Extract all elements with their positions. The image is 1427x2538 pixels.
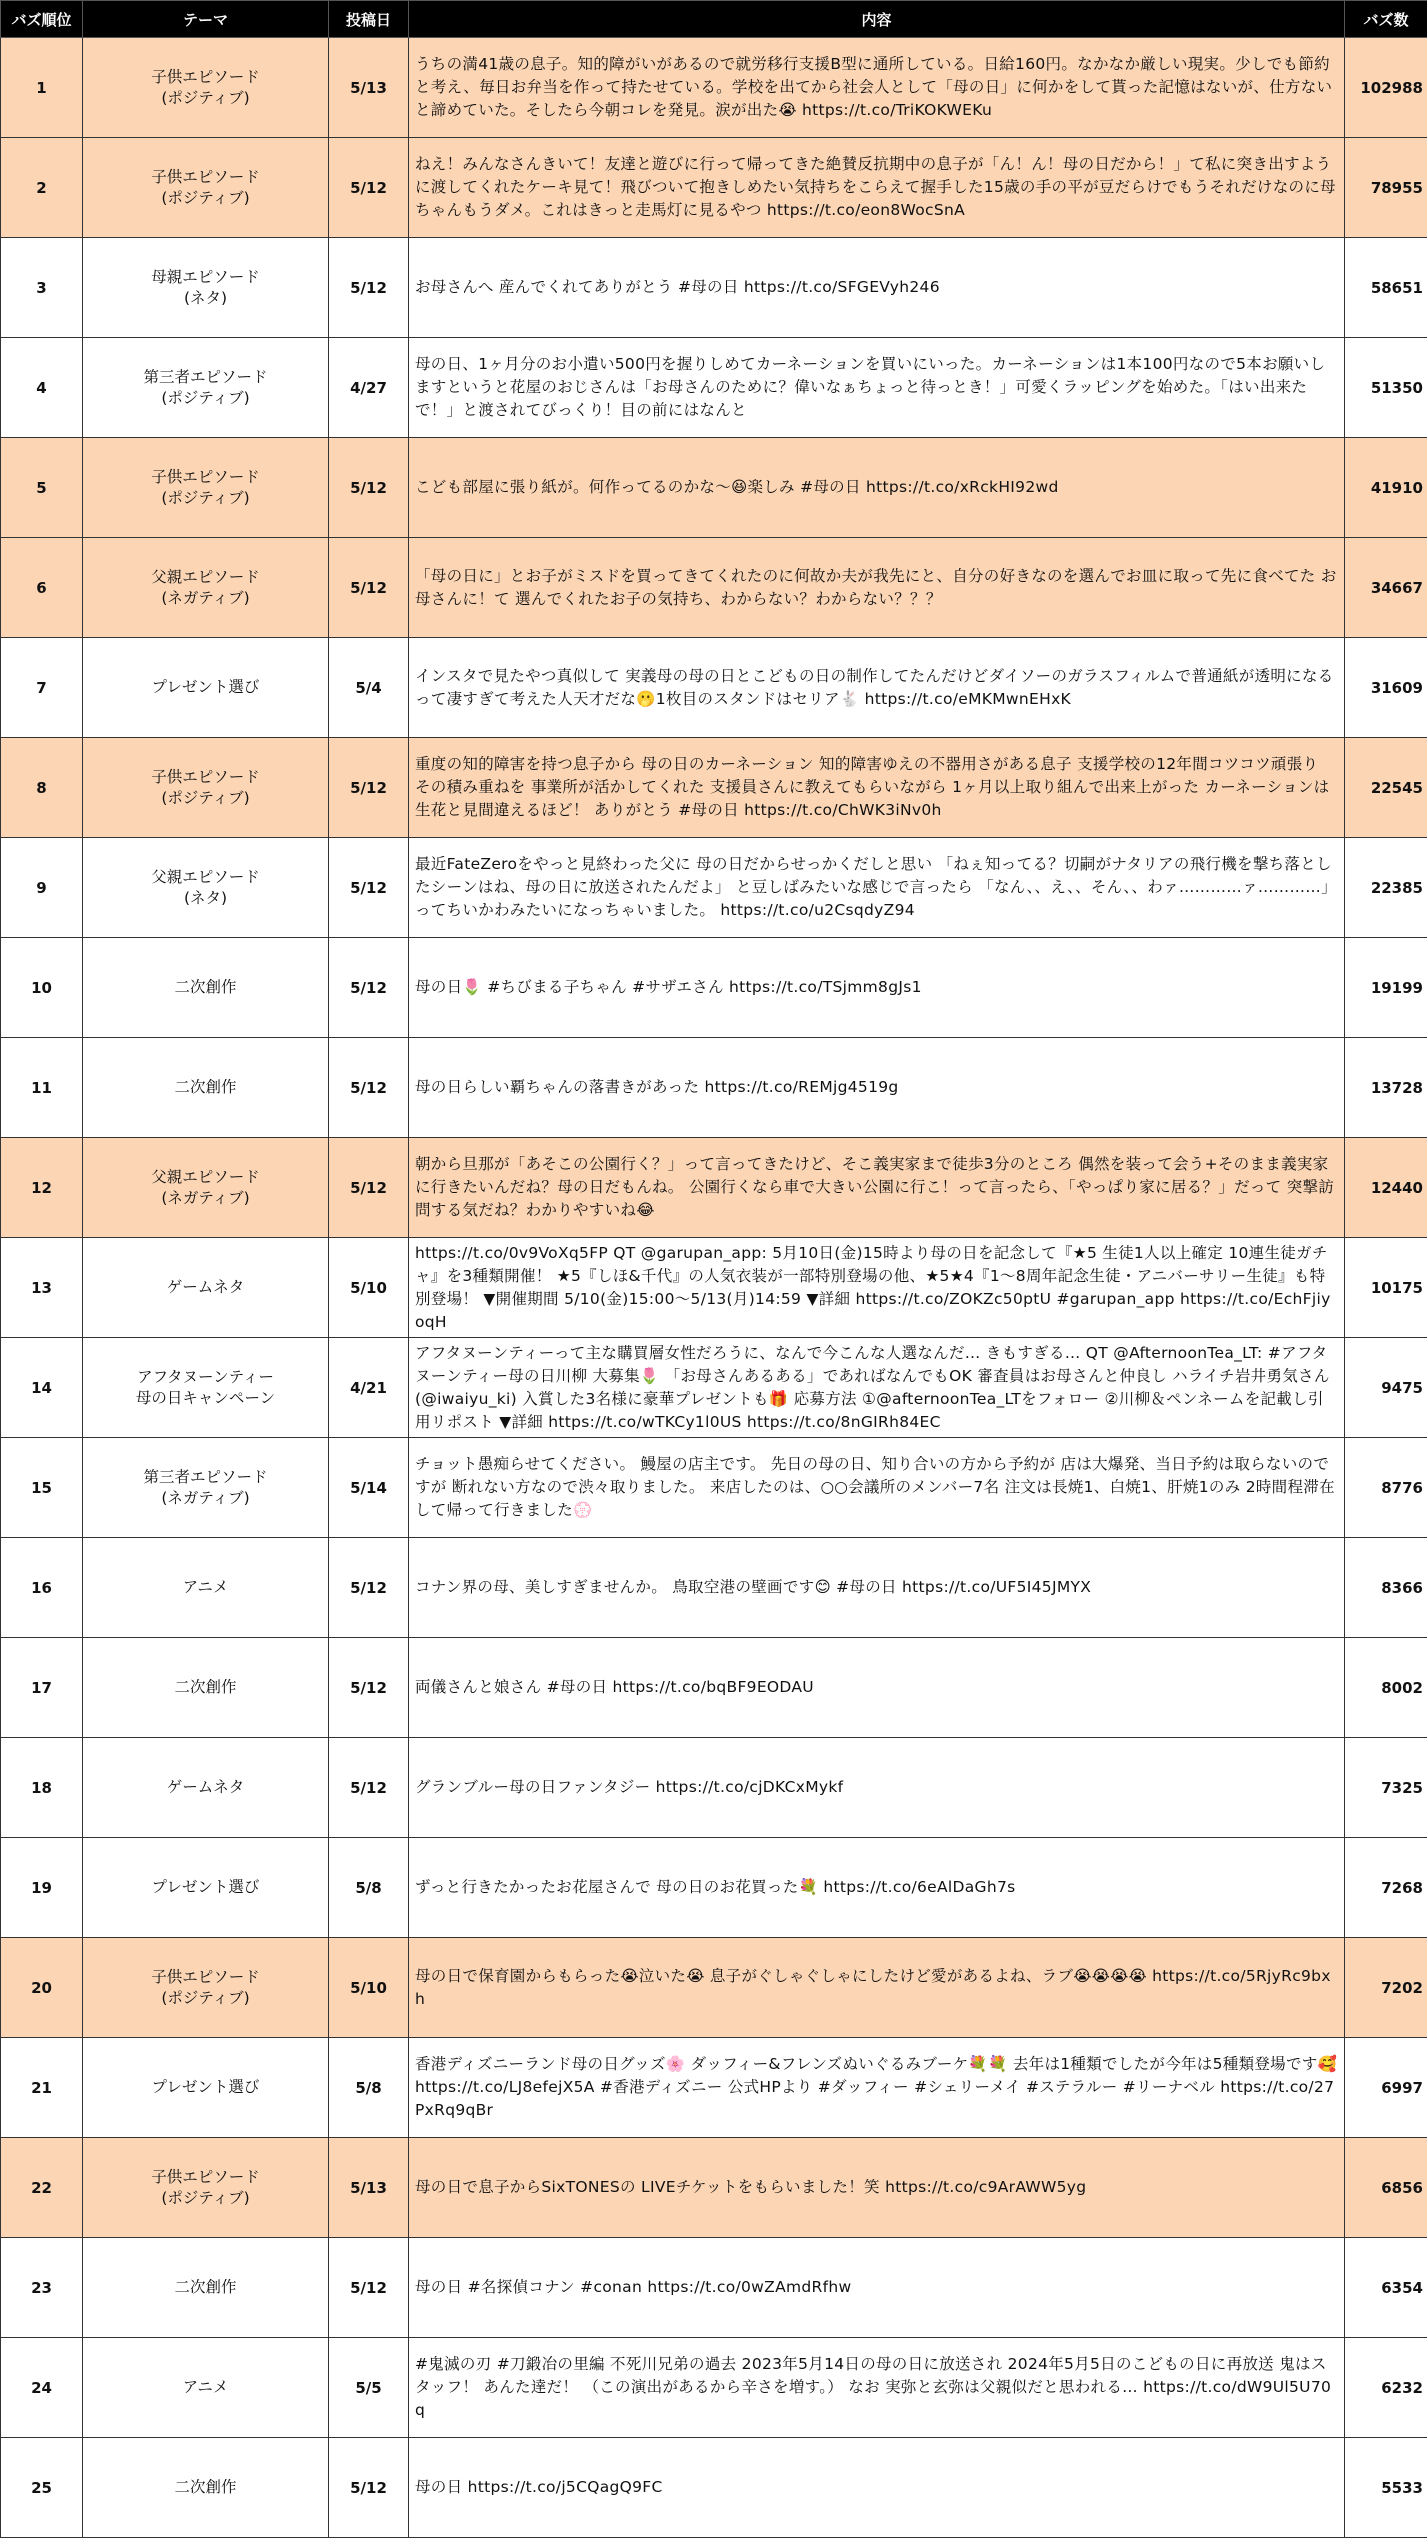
theme-cell: ゲームネタ [83,1738,329,1838]
table-row [1,2438,1427,2538]
buzz-count-cell: 10175 [1345,1238,1427,1338]
table-row [1,438,1427,538]
table-row [1,538,1427,638]
table-row [1,1738,1427,1838]
rank-cell: 22 [1,2138,83,2238]
buzz-count-cell: 22385 [1345,838,1427,938]
table-body [1,38,1427,2538]
table-row [1,2238,1427,2338]
table-row [1,1638,1427,1738]
content-cell: 香港ディズニーランド母の日グッズ🌸 ダッフィー&フレンズぬいぐるみブーケ💐💐 去年は1種類でしたが今年は5種類登場です🥰 https://t.co/LJ8efejX5A #香港ディズニー 公式HPより #ダッフィー #シェリーメイ #ステラルー #リーナベル https://t.co/27PxRq9qBr [409,2038,1345,2138]
theme-cell: 二次創作 [83,1038,329,1138]
content-cell: ねえ！みんなさんきいて！友達と遊びに行って帰ってきた絶賛反抗期中の息子が「ん！ん！母の日だから！」て私に突き出すように渡してくれたケーキ見て！飛びついて抱きしめたい気持ちをこらえて握手した15歳の手の平が豆だらけでもうそれだけなのに母ちゃんもうダメ。これはきっと走馬灯に見るやつ https://t.co/eon8WocSnA [409,138,1345,238]
buzz-count-cell: 7325 [1345,1738,1427,1838]
theme-cell: 第三者エピソード (ネガティブ) [83,1438,329,1538]
table-row [1,638,1427,738]
content-cell: 母の日で保育園からもらった😭泣いた😭 息子がぐしゃぐしゃにしたけど愛があるよね、ラブ😭😭😭😭 https://t.co/5RjyRc9bxh [409,1938,1345,2038]
post-date-cell: 5/12 [329,1138,409,1238]
buzz-count-cell: 6997 [1345,2038,1427,2138]
buzz-count-cell: 34667 [1345,538,1427,638]
post-date-cell: 5/14 [329,1438,409,1538]
buzz-count-cell: 8002 [1345,1638,1427,1738]
table-row [1,138,1427,238]
table-row [1,338,1427,438]
content-cell: #鬼滅の刃 #刀鍛冶の里編 不死川兄弟の過去 2023年5月14日の母の日に放送され 2024年5月5日のこどもの日に再放送 鬼はスタッフ！ あんた達だ！ （この演出があるから辛さを増す。） なお 実弥と玄弥は父親似だと思われる… https://t.co/dW9Ul5U70q [409,2338,1345,2438]
buzz-count-cell: 6232 [1345,2338,1427,2438]
rank-cell: 4 [1,338,83,438]
buzz-count-cell: 6856 [1345,2138,1427,2238]
content-cell: うちの満41歳の息子。知的障がいがあるので就労移行支援B型に通所している。日給160円。なかなか厳しい現実。少しでも節約と考え、毎日お弁当を作って持たせている。学校を出てから社会人として「母の日」に何かをして貰った記憶はないが、仕方ないと諦めていた。そしたら今朝コレを発見。涙が出た😭 https://t.co/TriKOKWEKu [409,38,1345,138]
theme-cell: 第三者エピソード (ポジティブ) [83,338,329,438]
rank-cell: 16 [1,1538,83,1638]
rank-cell: 10 [1,938,83,1038]
table-row [1,2138,1427,2238]
theme-cell: アフタヌーンティー 母の日キャンペーン [83,1338,329,1438]
table-row [1,238,1427,338]
buzz-count-cell: 7268 [1345,1838,1427,1938]
content-cell: コナン界の母、美しすぎませんか。 鳥取空港の壁画です😊 #母の日 https://t.co/UF5I45JMYX [409,1538,1345,1638]
table-row [1,1338,1427,1438]
buzz-count-cell: 102988 [1345,38,1427,138]
rank-cell: 25 [1,2438,83,2538]
post-date-cell: 5/8 [329,2038,409,2138]
content-cell: 最近FateZeroをやっと見終わった父に 母の日だからせっかくだしと思い 「ねぇ知ってる？切嗣がナタリアの飛行機を撃ち落としたシーンはね、母の日に放送されたんだよ」 と豆しばみたいな感じで言ったら 「なん、、え、、そん、、わァ…………ァ…………」ってちいかわみたいになっちゃいました。 https://t.co/u2CsqdyZ94 [409,838,1345,938]
post-date-cell: 5/5 [329,2338,409,2438]
post-date-cell: 5/10 [329,1238,409,1338]
content-cell: 母の日 https://t.co/j5CQagQ9FC [409,2438,1345,2538]
rank-cell: 20 [1,1938,83,2038]
rank-cell: 2 [1,138,83,238]
table-row [1,738,1427,838]
content-cell: ずっと行きたかったお花屋さんで 母の日のお花買った💐 https://t.co/6eAlDaGh7s [409,1838,1345,1938]
rank-cell: 24 [1,2338,83,2438]
header-date: 投稿日 [329,1,409,38]
header-row [1,1,1427,38]
buzz-count-cell: 41910 [1345,438,1427,538]
post-date-cell: 5/12 [329,838,409,938]
theme-cell: プレゼント選び [83,1838,329,1938]
content-cell: アフタヌーンティーって主な購買層女性だろうに、なんで今こんな人選なんだ… きもすぎる… QT @AfternoonTea_LT: #アフタヌーンティー母の日川柳 大募集🌷 「お母さんあるある」であればなんでもOK 審査員はお母さんと仲良し ハライチ岩井勇気さん(@iwaiyu_ki) 入賞した3名様に豪華プレゼントも🎁 応募方法 ①@afternoonTea_LTをフォロー ②川柳＆ペンネームを記載し引用リポスト ▼詳細 https://t.co/wTKCy1l0US https://t.co/8nGIRh84EC [409,1338,1345,1438]
buzz-count-cell: 13728 [1345,1038,1427,1138]
post-date-cell: 5/12 [329,1638,409,1738]
theme-cell: アニメ [83,2338,329,2438]
content-cell: インスタで見たやつ真似して 実義母の母の日とこどもの日の制作してたんだけどダイソーのガラスフィルムで普通紙が透明になるって凄すぎて考えた人天才だな🫢1枚目のスタンドはセリア🐇 https://t.co/eMKMwnEHxK [409,638,1345,738]
rank-cell: 8 [1,738,83,838]
content-cell: 重度の知的障害を持つ息子から 母の日のカーネーション 知的障害ゆえの不器用さがある息子 支援学校の12年間コツコツ頑張り その積み重ねを 事業所が活かしてくれた 支援員さんに教えてもらいながら 1ヶ月以上取り組んで出来上がった カーネーションは 生花と見間違えるほど！ ありがとう #母の日 https://t.co/ChWK3iNv0h [409,738,1345,838]
table-row [1,1238,1427,1338]
rank-cell: 6 [1,538,83,638]
rank-cell: 23 [1,2238,83,2338]
post-date-cell: 5/12 [329,438,409,538]
content-cell: https://t.co/0v9VoXq5FP QT @garupan_app: 5月10日(金)15時より母の日を記念して『★5 生徒1人以上確定 10連生徒ガチャ』を3種類開催！ ★5『しほ&千代』の人気衣装が一部特別登場の他、★5★4『1〜8周年記念生徒・アニバーサリー生徒』も特別登場！ ▼開催期間 5/10(金)15:00〜5/13(月)14:59 ▼詳細 https://t.co/ZOKZc50ptU #garupan_app https://t.co/EchFjiyoqH [409,1238,1345,1338]
theme-cell: 二次創作 [83,1638,329,1738]
post-date-cell: 5/8 [329,1838,409,1938]
rank-cell: 7 [1,638,83,738]
header-content: 内容 [409,1,1345,38]
theme-cell: 父親エピソード (ネガティブ) [83,538,329,638]
post-date-cell: 5/12 [329,538,409,638]
post-date-cell: 5/12 [329,1038,409,1138]
buzz-count-cell: 78955 [1345,138,1427,238]
theme-cell: プレゼント選び [83,638,329,738]
theme-cell: ゲームネタ [83,1238,329,1338]
post-date-cell: 5/12 [329,2238,409,2338]
post-date-cell: 5/12 [329,2438,409,2538]
table-row [1,2038,1427,2138]
buzz-count-cell: 6354 [1345,2238,1427,2338]
content-cell: チョット愚痴らせてください。 鰻屋の店主です。 先日の母の日、知り合いの方から予約が 店は大爆発、当日予約は取らないのですが 断れない方なので渋々取りました。 来店したのは、○○会議所のメンバー7名 注文は長焼1、白焼1、肝焼1のみ 2時間程滞在して帰って行きました💮 [409,1438,1345,1538]
post-date-cell: 5/13 [329,38,409,138]
theme-cell: プレゼント選び [83,2038,329,2138]
buzz-count-cell: 8366 [1345,1538,1427,1638]
rank-cell: 17 [1,1638,83,1738]
content-cell: こども部屋に張り紙が。何作ってるのかな〜😆楽しみ #母の日 https://t.co/xRckHI92wd [409,438,1345,538]
content-cell: 母の日 #名探偵コナン #conan https://t.co/0wZAmdRfhw [409,2238,1345,2338]
table-row [1,1438,1427,1538]
table-row [1,1538,1427,1638]
rank-cell: 18 [1,1738,83,1838]
buzz-count-cell: 5533 [1345,2438,1427,2538]
post-date-cell: 5/12 [329,738,409,838]
theme-cell: 父親エピソード (ネタ) [83,838,329,938]
header-rank: バズ順位 [1,1,83,38]
theme-cell: 二次創作 [83,938,329,1038]
table-row [1,938,1427,1038]
post-date-cell: 5/12 [329,238,409,338]
table-row [1,1038,1427,1138]
post-date-cell: 4/27 [329,338,409,438]
buzz-count-cell: 51350 [1345,338,1427,438]
rank-cell: 11 [1,1038,83,1138]
theme-cell: 二次創作 [83,2238,329,2338]
theme-cell: 父親エピソード (ネガティブ) [83,1138,329,1238]
content-cell: 母の日、1ヶ月分のお小遣い500円を握りしめてカーネーションを買いにいった。カーネーションは1本100円なので5本お願いしますというと花屋のおじさんは「お母さんのために？偉いなぁちょっと待っとき！」可愛くラッピングを始めた。「はい出来たで！」と渡されてびっくり！目の前にはなんと [409,338,1345,438]
content-cell: 朝から旦那が「あそこの公園行く？」って言ってきたけど、そこ義実家まで徒歩3分のところ 偶然を装って会う+そのまま義実家に行きたいんだね？母の日だもんね。 公園行くなら車で大きい公園に行こ！って言ったら、「やっぱり家に居る？」だって 突撃訪問する気だね？わかりやすいね😂 [409,1138,1345,1238]
theme-cell: 子供エピソード (ポジティブ) [83,738,329,838]
theme-cell: 子供エピソード (ポジティブ) [83,1938,329,2038]
theme-cell: 子供エピソード (ポジティブ) [83,438,329,538]
table-row [1,1838,1427,1938]
buzz-count-cell: 19199 [1345,938,1427,1038]
rank-cell: 1 [1,38,83,138]
rank-cell: 14 [1,1338,83,1438]
theme-cell: 子供エピソード (ポジティブ) [83,38,329,138]
buzz-count-cell: 9475 [1345,1338,1427,1438]
content-cell: 「母の日に」とお子がミスドを買ってきてくれたのに何故か夫が我先にと、自分の好きなのを選んでお皿に取って先に食べてた お母さんに！て 選んでくれたお子の気持ち、わからない？わからない？？？ [409,538,1345,638]
content-cell: グランブルー母の日ファンタジー https://t.co/cjDKCxMykf [409,1738,1345,1838]
theme-cell: 子供エピソード (ポジティブ) [83,138,329,238]
rank-cell: 3 [1,238,83,338]
rank-cell: 15 [1,1438,83,1538]
theme-cell: アニメ [83,1538,329,1638]
theme-cell: 子供エピソード (ポジティブ) [83,2138,329,2238]
theme-cell: 母親エピソード (ネタ) [83,238,329,338]
table-row [1,38,1427,138]
buzz-count-cell: 31609 [1345,638,1427,738]
post-date-cell: 5/12 [329,138,409,238]
post-date-cell: 5/12 [329,1738,409,1838]
rank-cell: 9 [1,838,83,938]
header-theme: テーマ [83,1,329,38]
rank-cell: 21 [1,2038,83,2138]
content-cell: 両儀さんと娘さん #母の日 https://t.co/bqBF9EODAU [409,1638,1345,1738]
content-cell: 母の日で息子からSixTONESの LIVEチケットをもらいました！笑 https://t.co/c9ArAWW5yg [409,2138,1345,2238]
header-count: バズ数 [1345,1,1427,38]
rank-cell: 5 [1,438,83,538]
content-cell: 母の日らしい覇ちゃんの落書きがあった https://t.co/REMjg4519g [409,1038,1345,1138]
rank-cell: 12 [1,1138,83,1238]
post-date-cell: 5/10 [329,1938,409,2038]
post-date-cell: 5/13 [329,2138,409,2238]
post-date-cell: 5/12 [329,1538,409,1638]
buzz-count-cell: 12440 [1345,1138,1427,1238]
buzz-count-cell: 8776 [1345,1438,1427,1538]
post-date-cell: 4/21 [329,1338,409,1438]
table-row [1,838,1427,938]
post-date-cell: 5/12 [329,938,409,1038]
rank-cell: 13 [1,1238,83,1338]
table-row [1,2338,1427,2438]
post-date-cell: 5/4 [329,638,409,738]
buzz-count-cell: 58651 [1345,238,1427,338]
content-cell: 母の日🌷 #ちびまる子ちゃん #サザエさん https://t.co/TSjmm8gJs1 [409,938,1345,1038]
rank-cell: 19 [1,1838,83,1938]
table-row [1,1938,1427,2038]
table-row [1,1138,1427,1238]
content-cell: お母さんへ 産んでくれてありがとう #母の日 https://t.co/SFGEVyh246 [409,238,1345,338]
buzz-count-cell: 22545 [1345,738,1427,838]
theme-cell: 二次創作 [83,2438,329,2538]
buzz-count-cell: 7202 [1345,1938,1427,2038]
